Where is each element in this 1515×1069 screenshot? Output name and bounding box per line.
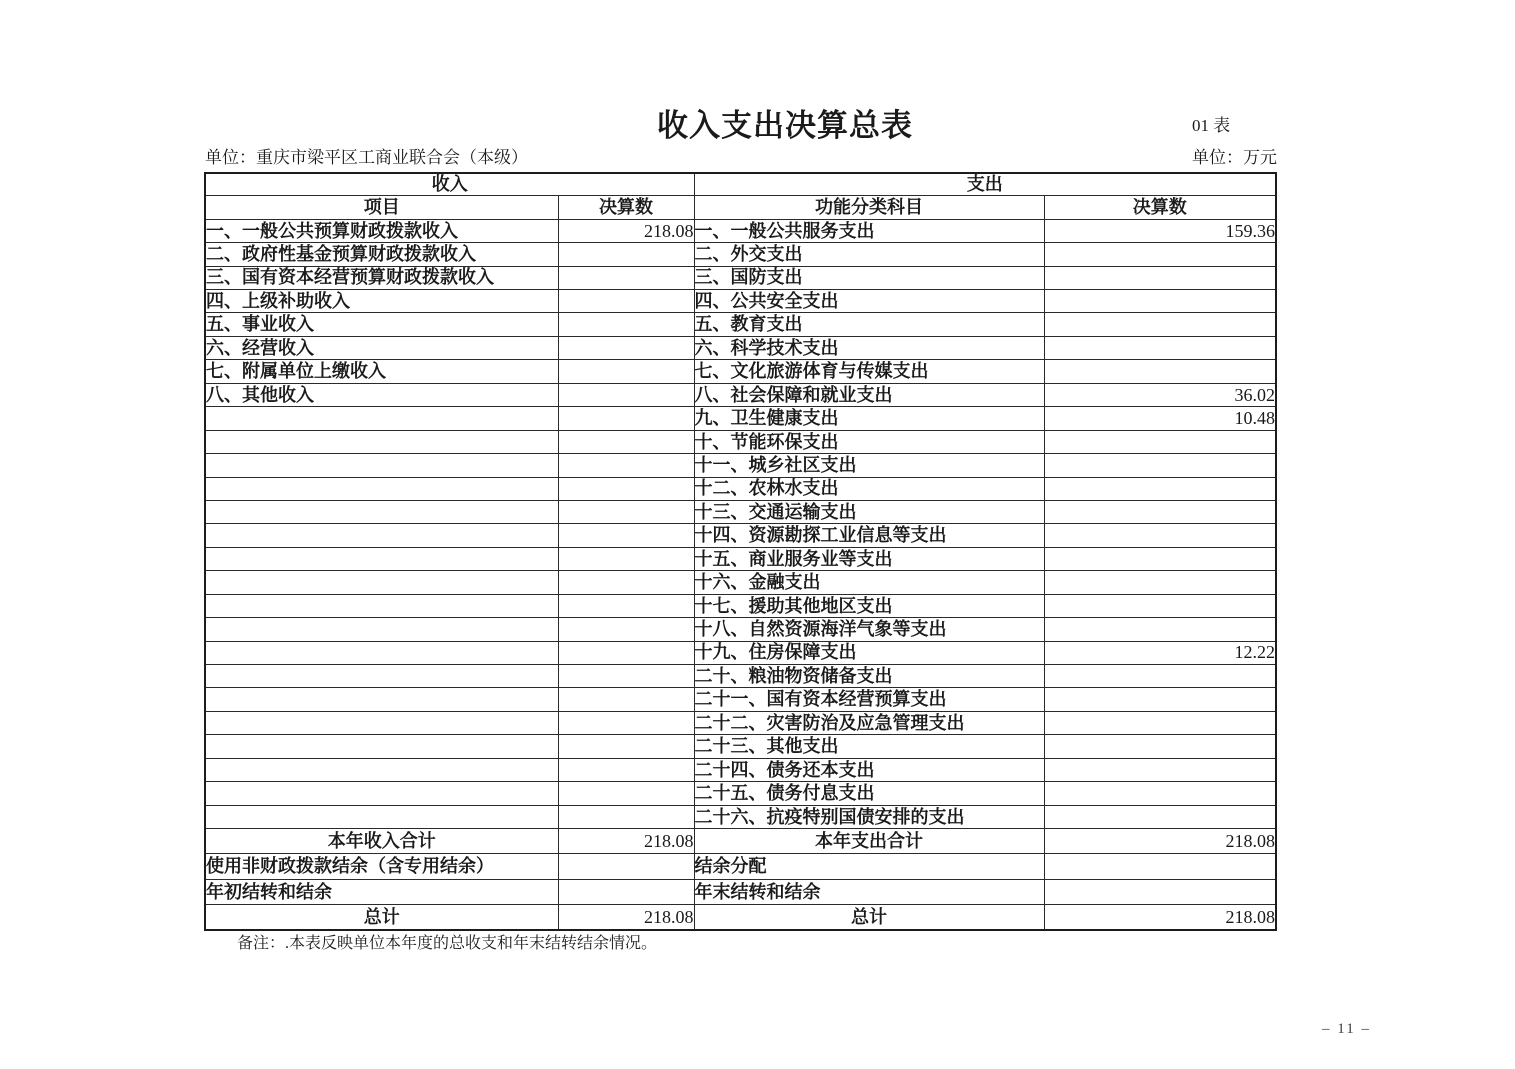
expenditure-section-header: 支出 xyxy=(694,173,1276,195)
summary-row xyxy=(205,905,1276,930)
income-item-cell xyxy=(205,805,558,828)
expense-amount-cell xyxy=(1044,430,1276,453)
table-row xyxy=(205,243,1276,266)
unit-of-measure: 单位：万元 xyxy=(1192,148,1277,167)
table-row xyxy=(205,665,1276,688)
unit-name: 单位：重庆市梁平区工商业联合会（本级） xyxy=(205,148,528,167)
table-row xyxy=(205,782,1276,805)
table-row xyxy=(205,407,1276,430)
expense-amount-cell xyxy=(1044,805,1276,828)
table-row xyxy=(205,805,1276,828)
income-amount-cell xyxy=(558,618,694,641)
expense-item-cell: 十三、交通运输支出 xyxy=(694,500,1044,523)
income-item-cell xyxy=(205,665,558,688)
summary-row xyxy=(205,854,1276,879)
income-amount-cell xyxy=(558,594,694,617)
income-amount-cell xyxy=(558,477,694,500)
income-item-cell xyxy=(205,524,558,547)
income-item-cell xyxy=(205,618,558,641)
income-section-header: 收入 xyxy=(205,173,694,195)
expense-amount-cell: 36.02 xyxy=(1044,383,1276,406)
income-item-cell xyxy=(205,711,558,734)
income-amount-cell xyxy=(558,665,694,688)
expense-item-cell: 二十二、灾害防治及应急管理支出 xyxy=(694,711,1044,734)
expense-item-cell: 二十五、债务付息支出 xyxy=(694,782,1044,805)
income-item-cell: 年初结转和结余 xyxy=(205,879,558,904)
expense-amount-cell xyxy=(1044,524,1276,547)
expense-amount-cell xyxy=(1044,854,1276,879)
expense-amount-cell: 12.22 xyxy=(1044,641,1276,664)
expense-item-cell: 二、外交支出 xyxy=(694,243,1044,266)
expense-item-cell: 七、文化旅游体育与传媒支出 xyxy=(694,360,1044,383)
expense-amount-cell xyxy=(1044,735,1276,758)
section-header-row xyxy=(205,173,1276,195)
expense-item-cell: 十、节能环保支出 xyxy=(694,430,1044,453)
income-item-cell xyxy=(205,594,558,617)
income-item-cell xyxy=(205,758,558,781)
expense-amount-cell: 10.48 xyxy=(1044,407,1276,430)
income-item-cell: 本年收入合计 xyxy=(205,829,558,854)
footnote: 备注：.本表反映单位本年度的总收支和年末结转结余情况。 xyxy=(237,935,658,952)
col-header-func-subject: 功能分类科目 xyxy=(694,195,1044,219)
income-item-cell xyxy=(205,571,558,594)
income-item-cell xyxy=(205,477,558,500)
income-item-cell xyxy=(205,430,558,453)
expense-item-cell: 本年支出合计 xyxy=(694,829,1044,854)
income-amount-cell xyxy=(558,266,694,289)
income-amount-cell xyxy=(558,879,694,904)
income-amount-cell xyxy=(558,782,694,805)
table-row xyxy=(205,571,1276,594)
table-row xyxy=(205,711,1276,734)
expense-amount-cell xyxy=(1044,290,1276,313)
table-row xyxy=(205,313,1276,336)
table-row xyxy=(205,454,1276,477)
income-amount-cell xyxy=(558,758,694,781)
income-amount-cell xyxy=(558,243,694,266)
income-amount-cell xyxy=(558,571,694,594)
page-title: 收入支出决算总表 xyxy=(657,108,913,143)
income-item-cell xyxy=(205,500,558,523)
income-amount-cell xyxy=(558,854,694,879)
summary-row xyxy=(205,879,1276,904)
income-amount-cell xyxy=(558,524,694,547)
table-row xyxy=(205,383,1276,406)
income-item-cell xyxy=(205,688,558,711)
income-amount-cell xyxy=(558,641,694,664)
table-row xyxy=(205,336,1276,359)
income-amount-cell: 218.08 xyxy=(558,905,694,930)
table-row xyxy=(205,266,1276,289)
expense-item-cell: 二十六、抗疫特别国债安排的支出 xyxy=(694,805,1044,828)
income-item-cell: 一、一般公共预算财政拨款收入 xyxy=(205,219,558,242)
table-number: 01 表 xyxy=(1192,116,1231,135)
col-header-item: 项目 xyxy=(205,195,558,219)
expense-item-cell: 二十、粮油物资储备支出 xyxy=(694,665,1044,688)
expense-amount-cell xyxy=(1044,500,1276,523)
expense-amount-cell: 159.36 xyxy=(1044,219,1276,242)
expense-amount-cell xyxy=(1044,594,1276,617)
table-row xyxy=(205,618,1276,641)
income-amount-cell xyxy=(558,500,694,523)
expense-amount-cell xyxy=(1044,243,1276,266)
expense-item-cell: 十四、资源勘探工业信息等支出 xyxy=(694,524,1044,547)
expense-item-cell: 十六、金融支出 xyxy=(694,571,1044,594)
table-row xyxy=(205,290,1276,313)
table-row xyxy=(205,430,1276,453)
income-amount-cell xyxy=(558,735,694,758)
expense-item-cell: 十九、住房保障支出 xyxy=(694,641,1044,664)
income-item-cell xyxy=(205,782,558,805)
income-item-cell: 七、附属单位上缴收入 xyxy=(205,360,558,383)
table-row xyxy=(205,524,1276,547)
expense-amount-cell xyxy=(1044,758,1276,781)
income-amount-cell xyxy=(558,336,694,359)
income-item-cell xyxy=(205,641,558,664)
expense-item-cell: 十七、援助其他地区支出 xyxy=(694,594,1044,617)
expense-amount-cell xyxy=(1044,360,1276,383)
expense-amount-cell xyxy=(1044,879,1276,904)
expense-item-cell: 六、科学技术支出 xyxy=(694,336,1044,359)
expense-amount-cell: 218.08 xyxy=(1044,905,1276,930)
income-amount-cell xyxy=(558,360,694,383)
income-item-cell: 六、经营收入 xyxy=(205,336,558,359)
expense-amount-cell xyxy=(1044,665,1276,688)
expense-amount-cell xyxy=(1044,688,1276,711)
page-number: – 11 – xyxy=(1322,1021,1371,1037)
column-header-row xyxy=(205,195,1276,219)
table-row xyxy=(205,641,1276,664)
income-item-cell: 使用非财政拨款结余（含专用结余） xyxy=(205,854,558,879)
income-item-cell: 三、国有资本经营预算财政拨款收入 xyxy=(205,266,558,289)
income-amount-cell xyxy=(558,313,694,336)
expense-amount-cell: 218.08 xyxy=(1044,829,1276,854)
expense-item-cell: 二十三、其他支出 xyxy=(694,735,1044,758)
income-item-cell xyxy=(205,735,558,758)
budget-summary-table xyxy=(204,172,1277,931)
income-amount-cell xyxy=(558,711,694,734)
income-item-cell: 总计 xyxy=(205,905,558,930)
income-amount-cell xyxy=(558,290,694,313)
income-amount-cell xyxy=(558,407,694,430)
table-row xyxy=(205,477,1276,500)
expense-item-cell: 十二、农林水支出 xyxy=(694,477,1044,500)
expense-amount-cell xyxy=(1044,336,1276,359)
income-amount-cell: 218.08 xyxy=(558,219,694,242)
income-amount-cell xyxy=(558,805,694,828)
expense-amount-cell xyxy=(1044,313,1276,336)
col-header-amount2: 决算数 xyxy=(1044,195,1276,219)
table-body xyxy=(205,219,1276,828)
col-header-amount: 决算数 xyxy=(558,195,694,219)
income-amount-cell: 218.08 xyxy=(558,829,694,854)
income-amount-cell xyxy=(558,383,694,406)
income-item-cell xyxy=(205,407,558,430)
table-row xyxy=(205,688,1276,711)
expense-item-cell: 十八、自然资源海洋气象等支出 xyxy=(694,618,1044,641)
expense-amount-cell xyxy=(1044,454,1276,477)
expense-item-cell: 四、公共安全支出 xyxy=(694,290,1044,313)
expense-item-cell: 二十一、国有资本经营预算支出 xyxy=(694,688,1044,711)
expense-amount-cell xyxy=(1044,477,1276,500)
income-amount-cell xyxy=(558,547,694,570)
income-item-cell: 二、政府性基金预算财政拨款收入 xyxy=(205,243,558,266)
expense-item-cell: 五、教育支出 xyxy=(694,313,1044,336)
table-row xyxy=(205,547,1276,570)
income-amount-cell xyxy=(558,688,694,711)
expense-amount-cell xyxy=(1044,266,1276,289)
expense-item-cell: 八、社会保障和就业支出 xyxy=(694,383,1044,406)
table-row xyxy=(205,735,1276,758)
table-summary-body xyxy=(205,829,1276,931)
expense-item-cell: 十五、商业服务业等支出 xyxy=(694,547,1044,570)
expense-item-cell: 年末结转和结余 xyxy=(694,879,1044,904)
expense-amount-cell xyxy=(1044,571,1276,594)
income-item-cell: 五、事业收入 xyxy=(205,313,558,336)
expense-amount-cell xyxy=(1044,711,1276,734)
expense-item-cell: 二十四、债务还本支出 xyxy=(694,758,1044,781)
table-row xyxy=(205,594,1276,617)
table-row xyxy=(205,500,1276,523)
expense-item-cell: 一、一般公共服务支出 xyxy=(694,219,1044,242)
expense-item-cell: 结余分配 xyxy=(694,854,1044,879)
income-item-cell: 八、其他收入 xyxy=(205,383,558,406)
income-amount-cell xyxy=(558,430,694,453)
expense-amount-cell xyxy=(1044,782,1276,805)
expense-item-cell: 九、卫生健康支出 xyxy=(694,407,1044,430)
table-row xyxy=(205,360,1276,383)
income-item-cell xyxy=(205,454,558,477)
table-row xyxy=(205,219,1276,242)
expense-item-cell: 十一、城乡社区支出 xyxy=(694,454,1044,477)
income-amount-cell xyxy=(558,454,694,477)
expense-item-cell: 总计 xyxy=(694,905,1044,930)
expense-amount-cell xyxy=(1044,618,1276,641)
expense-amount-cell xyxy=(1044,547,1276,570)
income-item-cell: 四、上级补助收入 xyxy=(205,290,558,313)
income-item-cell xyxy=(205,547,558,570)
expense-item-cell: 三、国防支出 xyxy=(694,266,1044,289)
summary-row xyxy=(205,829,1276,854)
table-row xyxy=(205,758,1276,781)
